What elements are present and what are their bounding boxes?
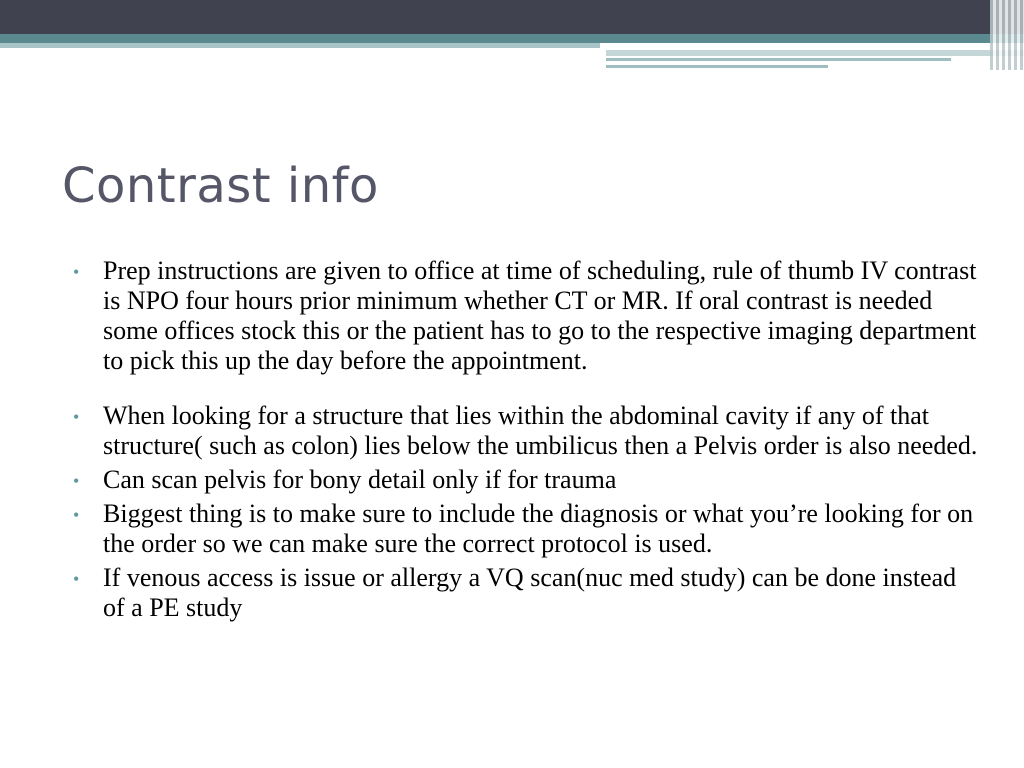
header-accent-band [606, 50, 1024, 56]
header-accent-line-short [606, 65, 828, 68]
bullet-item [72, 401, 982, 461]
bullet-item [72, 563, 982, 623]
bullet-text: Can scan pelvis for bony detail only if for trauma [103, 465, 617, 494]
bullet-icon: • [73, 471, 80, 491]
bullet-icon: • [73, 505, 80, 525]
bullet-icon: • [73, 569, 80, 589]
bullet-text: If venous access is issue or allergy a VQ scan(nuc med study) can be done instead of a PE study [103, 563, 957, 622]
corner-decoration [990, 0, 1024, 70]
bullet-icon: • [73, 407, 80, 427]
header-teal-stripe [0, 34, 1024, 43]
bullet-text: When looking for a structure that lies within the abdominal cavity if any of that structure( such as colon) lies below the umbilicus then a Pelvis order is also needed. [103, 401, 978, 460]
bullet-item [72, 465, 982, 495]
header-bar [0, 0, 1024, 34]
header-light-stripe [0, 43, 600, 48]
bullet-text: Prep instructions are given to office at time of scheduling, rule of thumb IV contrast is NPO four hours prior minimum whether CT or MR. If oral contrast is needed some offices stock this or the patient has to go to the respective imaging department to pick this up the day before the appointment. [103, 256, 977, 375]
bullet-icon: • [73, 262, 80, 282]
bullet-item [72, 256, 982, 376]
header-accent-line [606, 58, 951, 61]
bullet-list [72, 256, 982, 627]
bullet-text: Biggest thing is to make sure to include the diagnosis or what you’re looking for on the order so we can make sure the correct protocol is used. [103, 499, 974, 558]
slide-title: Contrast info [62, 158, 379, 214]
bullet-item [72, 499, 982, 559]
